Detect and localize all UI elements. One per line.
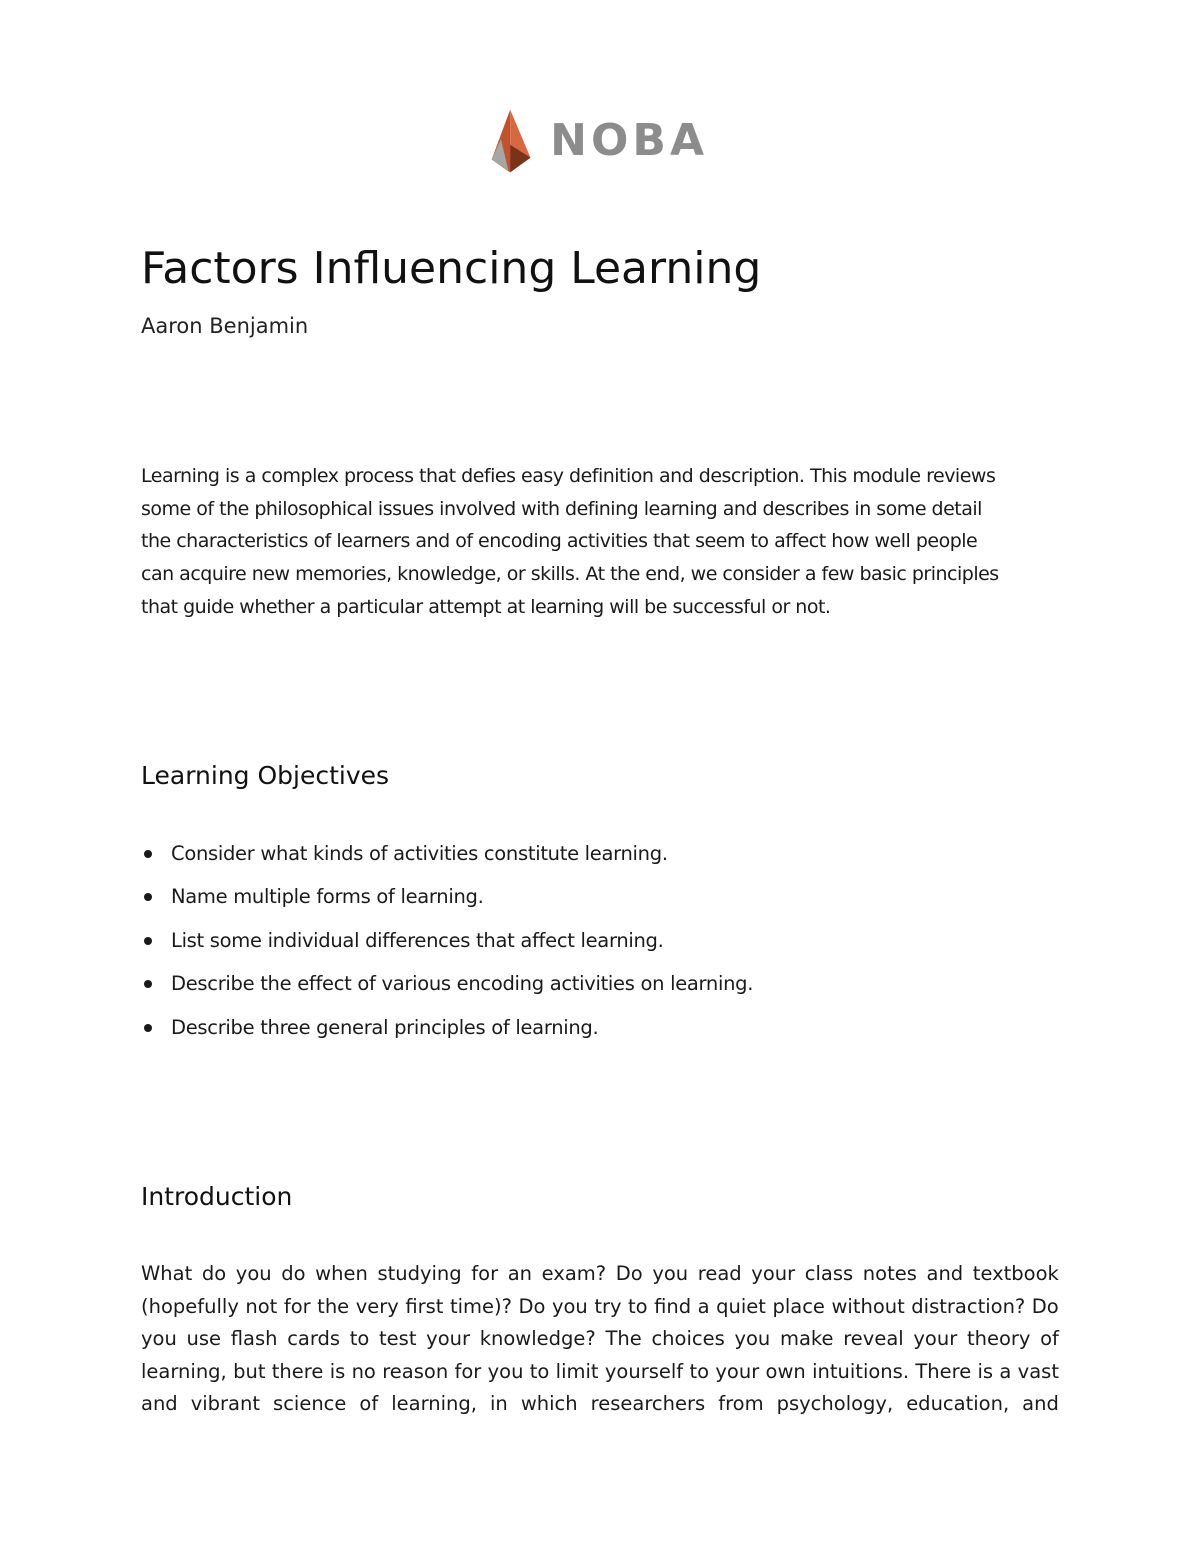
word: reason (382, 1359, 449, 1383)
word: a (697, 1294, 710, 1318)
word: distraction? (911, 1294, 1026, 1318)
introduction-line (141, 1356, 1059, 1389)
word: your (426, 1327, 471, 1350)
word: your (751, 1262, 796, 1285)
word: reveal (843, 1327, 904, 1350)
list-item (141, 966, 753, 1009)
word: and (1022, 1392, 1059, 1415)
word: an (507, 1262, 533, 1285)
bullet-icon (144, 1024, 152, 1032)
noba-logo (488, 104, 708, 178)
word: knowledge? (479, 1327, 596, 1350)
list-item (141, 923, 753, 966)
justified-line (141, 1356, 1059, 1389)
word: (hopefully (141, 1294, 239, 1318)
word: there (271, 1359, 324, 1383)
word: from (718, 1392, 764, 1415)
word: first (405, 1294, 444, 1318)
introduction-line (141, 1388, 1059, 1421)
word: do (281, 1262, 306, 1285)
word: Do (518, 1294, 546, 1318)
justified-line (141, 1388, 1059, 1421)
word: time)? (449, 1294, 512, 1318)
flame-logo-icon (488, 105, 534, 177)
word: theory (966, 1327, 1031, 1350)
word: but (233, 1359, 266, 1383)
word: education, (906, 1392, 1010, 1415)
abstract-line: Learning is a complex process that defies easy definition and description. This module reviews (141, 465, 996, 487)
word: you (235, 1262, 272, 1285)
word: use (186, 1327, 222, 1350)
word: own (765, 1359, 806, 1383)
introduction-line (141, 1291, 1059, 1324)
introduction-line (141, 1323, 1059, 1356)
word: notes (862, 1262, 917, 1285)
word: vibrant (190, 1392, 261, 1415)
bullet-icon (144, 850, 152, 858)
logo-wordmark: NOBA (550, 115, 708, 166)
abstract-line: some of the philosophical issues involved with defining learning and describes in some detail (141, 497, 982, 520)
word: What (141, 1262, 193, 1285)
word: yourself (604, 1359, 684, 1383)
word: you (551, 1294, 588, 1318)
word: place (772, 1294, 825, 1318)
list-item (141, 879, 753, 922)
word: is (329, 1359, 346, 1383)
word: choices (651, 1327, 725, 1350)
word: exam? (541, 1262, 607, 1285)
word: make (779, 1327, 834, 1350)
justified-line (141, 1291, 1059, 1324)
word: Do (615, 1262, 643, 1285)
word: to (689, 1359, 710, 1383)
word: which (520, 1392, 578, 1415)
word: no (351, 1359, 376, 1383)
word: for (471, 1262, 499, 1285)
word: read (697, 1262, 742, 1285)
learning-objectives-list (141, 836, 753, 1053)
word: Do (1031, 1294, 1059, 1318)
word: vast (1017, 1359, 1059, 1383)
list-item-text: Name multiple forms of learning. (171, 885, 484, 909)
word: of (359, 1392, 379, 1415)
word: your (715, 1359, 760, 1383)
word: textbook (972, 1262, 1059, 1285)
word: without (831, 1294, 905, 1318)
word: cards (287, 1327, 341, 1350)
word: intuitions. (812, 1359, 910, 1383)
word: you (141, 1327, 177, 1350)
word: test (379, 1327, 417, 1350)
word: psychology, (776, 1392, 894, 1415)
word: your (913, 1327, 958, 1350)
word: in (490, 1392, 508, 1415)
word: a (999, 1359, 1012, 1383)
word: quiet (716, 1294, 766, 1318)
word: you (652, 1262, 689, 1285)
introduction-line (141, 1258, 1059, 1291)
abstract-line: that guide whether a particular attempt at learning will be successful or not. (141, 595, 831, 618)
word: to (628, 1294, 648, 1318)
word: when (315, 1262, 368, 1285)
word: for (454, 1359, 482, 1383)
document-title: Factors Influencing Learning (141, 243, 762, 294)
word: do (201, 1262, 227, 1285)
word: very (355, 1294, 399, 1318)
list-item-text: List some individual differences that affect learning. (171, 928, 664, 952)
word: not (245, 1294, 278, 1318)
word: learning, (141, 1359, 227, 1383)
list-item-text: Describe the effect of various encoding activities on learning. (171, 972, 754, 996)
word: The (605, 1327, 642, 1350)
introduction-paragraph (141, 1258, 1059, 1421)
word: researchers (590, 1392, 706, 1415)
word: learning, (391, 1392, 477, 1415)
list-item-text: Consider what kinds of activities constitute learning. (171, 842, 668, 865)
word: and (141, 1392, 178, 1415)
bullet-icon (144, 980, 152, 988)
word: the (317, 1294, 350, 1318)
bullet-icon (144, 893, 152, 901)
word: for (283, 1294, 311, 1318)
word: There (915, 1359, 972, 1383)
justified-line (141, 1323, 1059, 1356)
word: flash (230, 1327, 278, 1350)
abstract-line: the characteristics of learners and of encoding activities that seem to affect how well people (141, 530, 978, 553)
word: try (594, 1294, 622, 1318)
word: is (977, 1359, 994, 1383)
word: to (529, 1359, 550, 1383)
author-name: Aaron Benjamin (141, 314, 309, 338)
word: you (734, 1327, 771, 1350)
introduction-heading: Introduction (141, 1182, 293, 1211)
word: you (487, 1359, 524, 1383)
word: and (926, 1262, 964, 1285)
justified-line (141, 1258, 1059, 1291)
abstract-line: can acquire new memories, knowledge, or skills. At the end, we consider a few basic principles (141, 563, 999, 586)
word: studying (377, 1262, 462, 1285)
list-item (141, 1010, 753, 1053)
word: science (273, 1392, 347, 1415)
learning-objectives-heading: Learning Objectives (141, 761, 390, 790)
word: to (349, 1327, 370, 1350)
word: limit (555, 1359, 599, 1383)
list-item (141, 836, 753, 879)
word: class (804, 1262, 854, 1285)
word: find (654, 1294, 692, 1318)
abstract-paragraph (141, 460, 1061, 623)
word: of (1040, 1327, 1059, 1350)
list-item-text: Describe three general principles of learning. (171, 1015, 599, 1039)
bullet-icon (144, 937, 152, 945)
